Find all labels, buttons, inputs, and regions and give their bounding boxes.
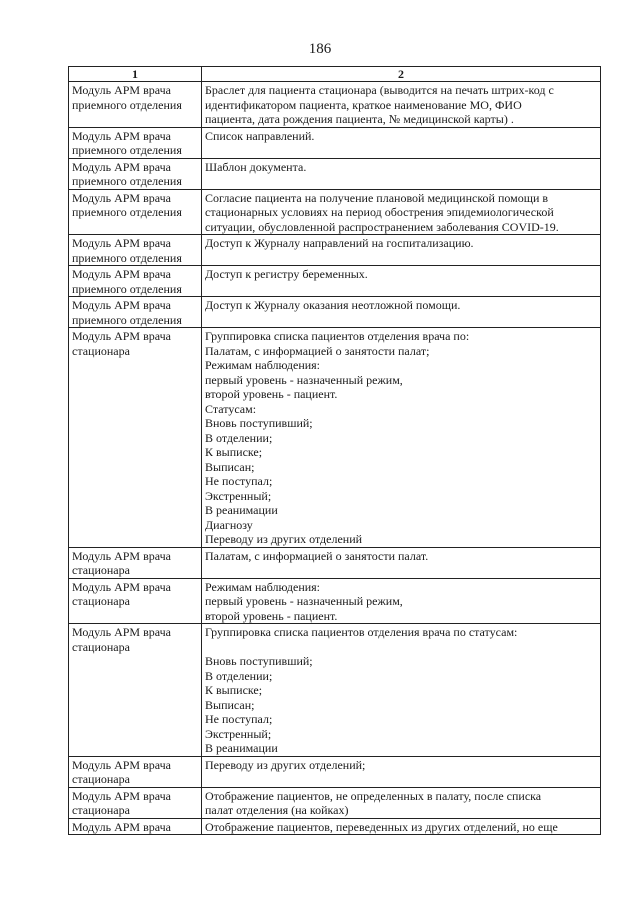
table-row bbox=[69, 624, 601, 757]
description-line: Режимам наблюдения: bbox=[205, 579, 321, 594]
description-line: второй уровень - пациент. bbox=[205, 608, 338, 623]
blank-line bbox=[205, 640, 597, 655]
module-name-line: стационара bbox=[72, 563, 130, 577]
description-cell bbox=[202, 127, 601, 158]
description-cell bbox=[202, 624, 601, 757]
description-cell bbox=[202, 235, 601, 266]
column-header-1: 1 bbox=[69, 67, 202, 82]
module-name-line: Модуль АРМ врача bbox=[72, 819, 171, 834]
description-line: В реанимации bbox=[205, 503, 278, 517]
module-cell bbox=[69, 82, 202, 128]
module-name-line: приемного отделения bbox=[72, 312, 182, 327]
module-name-line: Модуль АРМ врача bbox=[72, 579, 171, 594]
table-row bbox=[69, 547, 601, 578]
description-line: ситуации, обусловленной распространением заболевания COVID-19. bbox=[205, 219, 559, 234]
description-cell bbox=[202, 82, 601, 128]
table-row bbox=[69, 328, 601, 548]
table-row bbox=[69, 127, 601, 158]
column-header-2: 2 bbox=[202, 67, 601, 82]
description-line: стационарных условиях на период обострения эпидемиологической bbox=[205, 205, 554, 219]
description-line: Отображение пациентов, не определенных в палату, после списка bbox=[205, 788, 542, 803]
module-name-line: Модуль АРМ врача bbox=[72, 625, 171, 639]
module-name-line: приемного отделения bbox=[72, 205, 182, 219]
description-cell bbox=[202, 818, 601, 835]
description-line: К выписке; bbox=[205, 683, 263, 697]
description-line: пациента, дата рождения пациента, № медицинской карты) . bbox=[205, 112, 514, 126]
description-line: Отображение пациентов, переведенных из других отделений, но еще bbox=[205, 819, 558, 834]
module-cell bbox=[69, 578, 202, 624]
module-cell bbox=[69, 158, 202, 189]
module-cell bbox=[69, 328, 202, 548]
page-number: 186 bbox=[308, 41, 332, 57]
module-name-line: Модуль АРМ врача bbox=[72, 757, 171, 772]
description-line: второй уровень - пациент. bbox=[205, 387, 338, 401]
table-header-row bbox=[69, 67, 601, 82]
module-cell bbox=[69, 189, 202, 235]
module-name-line: приемного отделения bbox=[72, 143, 182, 157]
description-line: Согласие пациента на получение плановой медицинской помощи в bbox=[205, 190, 549, 205]
module-cell bbox=[69, 297, 202, 328]
requirements-table bbox=[68, 66, 601, 835]
description-cell bbox=[202, 578, 601, 624]
table-row bbox=[69, 235, 601, 266]
description-line: Не поступал; bbox=[205, 712, 273, 726]
description-line: Вновь поступивший; bbox=[205, 654, 313, 668]
description-line: Палатам, с информацией о занятости палат. bbox=[205, 548, 429, 563]
table-row bbox=[69, 787, 601, 818]
description-cell bbox=[202, 787, 601, 818]
module-name-line: Модуль АРМ врача bbox=[72, 128, 171, 143]
module-name-line: Модуль АРМ врача bbox=[72, 548, 171, 563]
table-row bbox=[69, 756, 601, 787]
table-row bbox=[69, 82, 601, 128]
module-cell bbox=[69, 818, 202, 835]
description-cell bbox=[202, 266, 601, 297]
table-row bbox=[69, 818, 601, 835]
description-cell bbox=[202, 547, 601, 578]
description-line: Список направлений. bbox=[205, 128, 315, 143]
description-line: В реанимации bbox=[205, 741, 278, 755]
description-line: Не поступал; bbox=[205, 474, 273, 488]
table-row bbox=[69, 297, 601, 328]
description-line: Доступ к Журналу направлений на госпитализацию. bbox=[205, 236, 474, 250]
description-cell bbox=[202, 756, 601, 787]
module-name-line: стационара bbox=[72, 639, 130, 654]
table-row bbox=[69, 578, 601, 624]
module-cell bbox=[69, 127, 202, 158]
module-name-line: Модуль АРМ врача bbox=[72, 298, 171, 312]
description-line: Браслет для пациента стационара (выводится на печать штрих-код с bbox=[205, 83, 554, 97]
description-cell bbox=[202, 328, 601, 548]
module-cell bbox=[69, 756, 202, 787]
description-line: Экстренный; bbox=[205, 726, 272, 741]
module-name-line: Модуль АРМ врача bbox=[72, 83, 171, 97]
module-name-line: приемного отделения bbox=[72, 97, 182, 112]
description-line: Группировка списка пациентов отделения врача по: bbox=[205, 329, 470, 343]
description-line: Выписан; bbox=[205, 697, 255, 712]
module-name-line: стационара bbox=[72, 772, 130, 786]
description-line: Вновь поступивший; bbox=[205, 416, 313, 430]
module-cell bbox=[69, 624, 202, 757]
description-line: Экстренный; bbox=[205, 488, 272, 503]
description-line: Палатам, с информацией о занятости палат; bbox=[205, 343, 430, 358]
module-name-line: приемного отделения bbox=[72, 250, 182, 265]
module-name-line: стационара bbox=[72, 343, 130, 358]
module-name-line: стационара bbox=[72, 594, 130, 608]
module-name-line: Модуль АРМ врача bbox=[72, 267, 171, 281]
description-line: В отделении; bbox=[205, 668, 273, 683]
description-line: Выписан; bbox=[205, 459, 255, 474]
description-line: Статусам: bbox=[205, 401, 257, 416]
table-row bbox=[69, 266, 601, 297]
description-line: Переводу из других отделений bbox=[205, 532, 363, 546]
description-line: палат отделения (на койках) bbox=[205, 803, 349, 817]
module-name-line: приемного отделения bbox=[72, 281, 182, 296]
module-name-line: Модуль АРМ врача bbox=[72, 329, 171, 343]
description-line: идентификатором пациента, краткое наименование МО, ФИО bbox=[205, 97, 522, 112]
module-cell bbox=[69, 787, 202, 818]
module-cell bbox=[69, 235, 202, 266]
description-cell bbox=[202, 158, 601, 189]
module-cell bbox=[69, 547, 202, 578]
description-line: Переводу из других отделений; bbox=[205, 757, 366, 772]
description-line: Доступ к регистру беременных. bbox=[205, 267, 368, 281]
description-line: В отделении; bbox=[205, 430, 273, 445]
table-row bbox=[69, 158, 601, 189]
description-line: Доступ к Журналу оказания неотложной помощи. bbox=[205, 298, 461, 312]
description-line: первый уровень - назначенный режим, bbox=[205, 594, 403, 608]
module-cell bbox=[69, 266, 202, 297]
description-line: Шаблон документа. bbox=[205, 159, 307, 174]
description-line: первый уровень - назначенный режим, bbox=[205, 372, 403, 387]
description-line: К выписке; bbox=[205, 445, 263, 459]
description-cell bbox=[202, 297, 601, 328]
description-line: Группировка списка пациентов отделения врача по статусам: bbox=[205, 625, 518, 639]
module-name-line: Модуль АРМ врача bbox=[72, 236, 171, 250]
table-body bbox=[69, 82, 601, 835]
description-line: Диагнозу bbox=[205, 517, 253, 532]
module-name-line: Модуль АРМ врача bbox=[72, 788, 171, 803]
table-row bbox=[69, 189, 601, 235]
description-cell bbox=[202, 189, 601, 235]
module-name-line: Модуль АРМ врача bbox=[72, 159, 171, 174]
module-name-line: приемного отделения bbox=[72, 174, 182, 188]
module-name-line: стационара bbox=[72, 803, 130, 817]
description-line: Режимам наблюдения: bbox=[205, 358, 321, 372]
module-name-line: Модуль АРМ врача bbox=[72, 190, 171, 205]
